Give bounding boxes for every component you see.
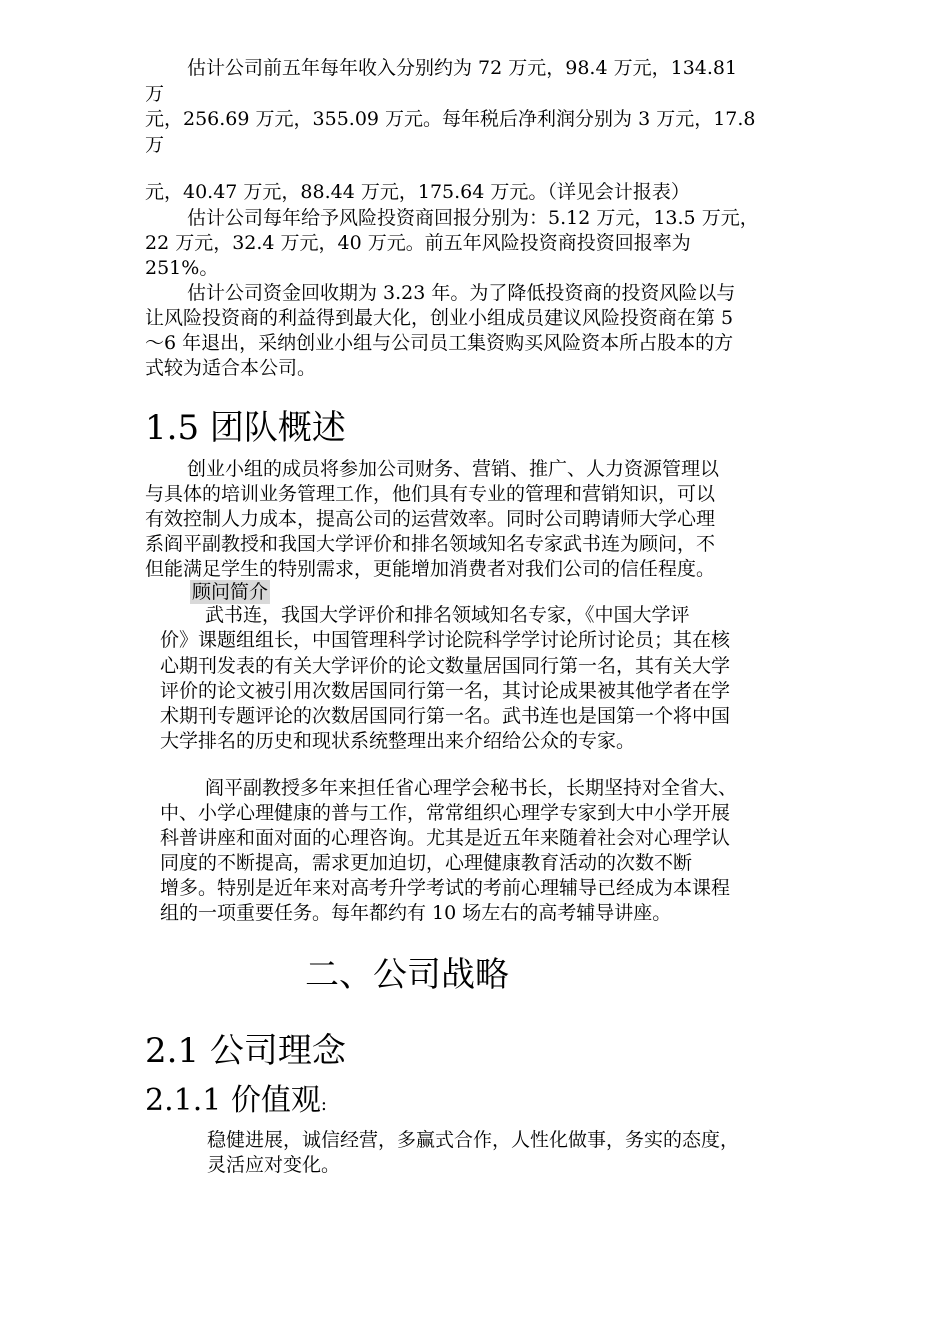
text-line: 术期刊专题评论的次数居国同行第一名。武书连也是国第一个将中国 <box>160 705 731 727</box>
text-line: 万 <box>145 134 165 156</box>
text-line: 组的一项重要任务。每年都约有 10 场左右的高考辅导讲座。 <box>160 902 672 924</box>
section-heading-1-5: 1.5 团队概述 <box>145 408 346 448</box>
text-line: 22 万元，32.4 万元，40 万元。前五年风险投资商投资回报率为 <box>145 232 691 254</box>
text-line: 创业小组的成员将参加公司财务、营销、推广、人力资源管理以 <box>187 458 720 480</box>
text-line: 价》课题组组长，中国管理科学讨论院科学学讨论所讨论员；其在核 <box>160 629 731 651</box>
text-line: ～6 年退出，采纳创业小组与公司员工集资购买风险资本所占股本的方 <box>145 332 734 354</box>
heading-colon: : <box>320 1094 327 1115</box>
text-line: 中、小学心理健康的普与工作，常常组织心理学专家到大中小学开展 <box>160 802 731 824</box>
text-line: 有效控制人力成本，提高公司的运营效率。同时公司聘请师大学心理 <box>145 508 716 530</box>
text-line: 251%。 <box>145 257 219 279</box>
section-heading-2-1-1 <box>145 1083 327 1123</box>
text-line: 让风险投资商的利益得到最大化，创业小组成员建议风险投资商在第 5 <box>145 307 734 329</box>
text-line: 灵活应对变化。 <box>207 1154 341 1176</box>
text-line: 心期刊发表的有关大学评价的论文数量居国同行第一名，其有关大学 <box>160 655 731 677</box>
advisor-subheading: 顾问简介 <box>192 581 269 603</box>
text-line: 增多。特别是近年来对高考升学考试的考前心理辅导已经成为本课程 <box>160 877 731 899</box>
text-line: 元，40.47 万元，88.44 万元，175.64 万元。（详见会计报表） <box>145 181 690 203</box>
chapter-heading-2: 二、公司战略 <box>305 955 509 995</box>
text-line: 稳健进展，诚信经营，多赢式合作，人性化做事，务实的态度， <box>207 1129 740 1151</box>
section-heading-2-1: 2.1 公司理念 <box>145 1031 346 1071</box>
text-line: 与具体的培训业务管理工作，他们具有专业的管理和营销知识，可以 <box>145 483 716 505</box>
text-line: 万 <box>145 83 165 105</box>
text-line: 评价的论文被引用次数居国同行第一名，其讨论成果被其他学者在学 <box>160 680 731 702</box>
text-line: 武书连，我国大学评价和排名领域知名专家，《中国大学评 <box>205 604 690 626</box>
text-line: 估计公司前五年每年收入分别约为 72 万元，98.4 万元，134.81 <box>187 57 738 79</box>
text-line: 系阎平副教授和我国大学评价和排名领域知名专家武书连为顾问，不 <box>145 533 716 555</box>
text-line: 但能满足学生的特别需求，更能增加消费者对我们公司的信任程度。 <box>145 558 716 580</box>
section-heading-2-1-1-text: 2.1.1 价值观 <box>145 1083 321 1118</box>
text-line: 估计公司资金回收期为 3.23 年。为了降低投资商的投资风险以与 <box>187 282 736 304</box>
text-line: 大学排名的历史和现状系统整理出来介绍给公众的专家。 <box>160 730 636 752</box>
text-line: 式较为适合本公司。 <box>145 357 317 379</box>
text-line: 阎平副教授多年来担任省心理学会秘书长，长期坚持对全省大、 <box>205 777 738 799</box>
text-line: 科普讲座和面对面的心理咨询。尤其是近五年来随着社会对心理学认 <box>160 827 731 849</box>
text-line: 估计公司每年给予风险投资商回报分别为：5.12 万元，13.5 万元， <box>187 207 759 229</box>
text-line: 元，256.69 万元，355.09 万元。每年税后净利润分别为 3 万元，17.8 <box>145 108 756 130</box>
text-line: 同度的不断提高，需求更加迫切，心理健康教育活动的次数不断 <box>160 852 693 874</box>
